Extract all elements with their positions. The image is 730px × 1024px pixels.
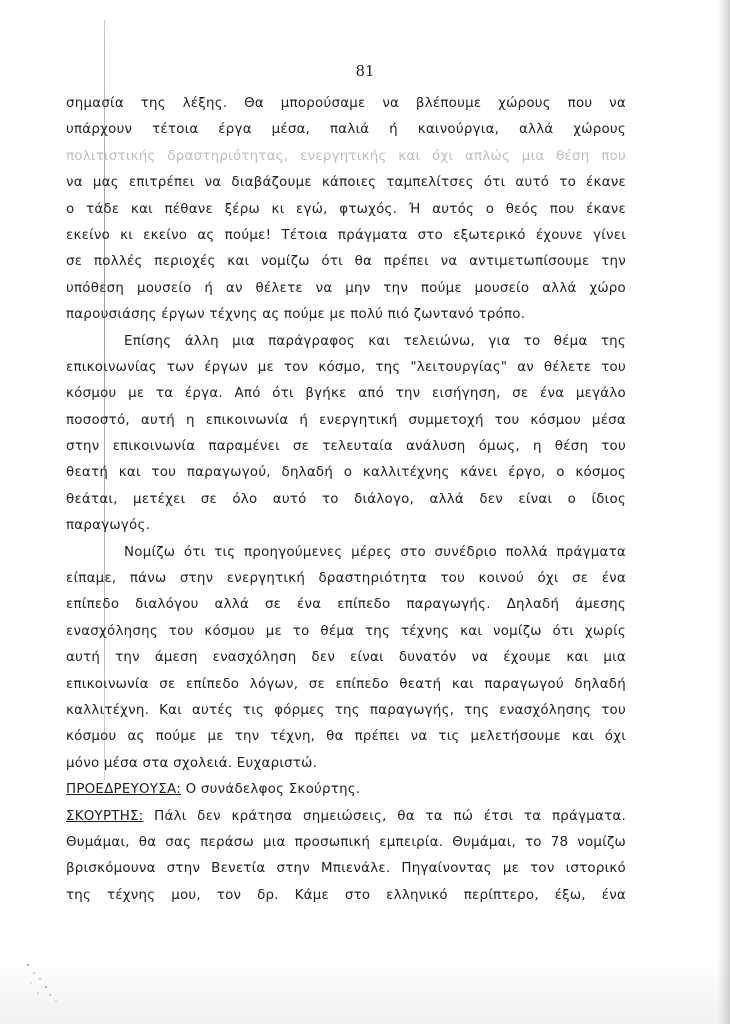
- paragraph-start: Επίσης άλλη μια παράγραφος και τελειώνω, για το θέμα της: [124, 333, 626, 349]
- text-line: σημασία της λέξης. Θα μπορούσαμε να βλέπουμε χώρους που να: [66, 96, 626, 111]
- text-line: να μας επιτρέπει να διαβάζουμε κάποιες ταμπελίτσες ότι αυτό το έκανε: [66, 175, 626, 191]
- text-line: ποσοστό, αυτή η επικοινωνία ή ενεργητική συμμετοχή του κόσμου μέσα: [66, 412, 626, 428]
- text-line: ενασχόλησης του κόσμου με το θέμα της τέχνης και νομίζω ότι χωρίς: [66, 623, 626, 639]
- text-line: καλλιτέχνη. Και αυτές τις φόρμες της παραγωγής, της ενασχόλησης του: [66, 702, 626, 718]
- text-line: παραγωγός.: [66, 518, 151, 534]
- text-line: θεάται, μετέχει σε όλο αυτό το διάλογο, αλλά δεν είναι ο ίδιος: [66, 491, 626, 507]
- text-line: Θυμάμαι, θα σας περάσω μια προσωπική εμπειρία. Θυμάμαι, το 78 νομίζω: [66, 834, 626, 850]
- text-line: κόσμου ας πούμε με την τέχνη, θα πρέπει να τις μελετήσουμε και όχι: [66, 729, 626, 745]
- text-line: στην επικοινωνία παραμένει σε τελευταία ανάλυση όμως, η θέση του: [66, 439, 626, 455]
- text-line: επικοινωνία σε επίπεδο λόγων, σε επίπεδο θεατή και παραγωγού δηλαδή: [66, 676, 626, 692]
- scan-bottom-shade: [0, 954, 730, 1024]
- text-line: εκείνο κι εκείνο ας πούμε! Τέτοια πράγματα στο εξωτερικό έχουνε γίνει: [66, 227, 626, 243]
- text-line: παρουσιάσης έργων τέχνης ας πούμε με πολύ πιό ζωντανό τρόπο.: [66, 307, 526, 323]
- document-body: [66, 91, 626, 909]
- text-line: ο τάδε και πέθανε ξέρω κι εγώ, φτωχός. Ή αυτός ο θεός που έκανε: [66, 201, 626, 217]
- text-line: επικοινωνίας των έργων με τον κόσμο, της "λειτουργίας" αν θέλετε του: [66, 359, 626, 375]
- skourtis-line: [66, 804, 626, 830]
- page-number: 81: [355, 62, 375, 80]
- scan-edge-shadow: [718, 0, 730, 1024]
- text-line: σε πολλές περιοχές και νομίζω ότι θα πρέπει να αντιμετωπίσουμε την: [66, 254, 626, 270]
- chair-line: [66, 777, 626, 803]
- text-line: μόνο μέσα στα σχολειά. Ευχαριστώ.: [66, 755, 318, 771]
- text-line: υπόθεση μουσείο ή αν θέλετε να μην την πούμε μουσείο αλλά χώρο: [66, 280, 626, 296]
- scan-specks: [20, 955, 80, 1005]
- speaker-text: Πάλι δεν κράτησα σημειώσεις, θα τα πώ έτσι τα πράγματα.: [143, 808, 626, 824]
- speaker-label: ΣΚΟΥΡΤΗΣ:: [66, 808, 144, 824]
- text-line: αυτή την άμεση ενασχόληση δεν είναι δυνατόν να έχουμε και μια: [66, 650, 626, 666]
- text-line: θεατή και του παραγωγού, δηλαδή ο καλλιτέχνης κάνει έργο, ο κόσμος: [66, 465, 626, 481]
- text-line: επίπεδο διαλόγου αλλά σε ένα επίπεδο παραγωγής. Δηλαδή άμεσης: [66, 597, 626, 613]
- speaker-label: ΠΡΟΕΔΡΕΥΟΥΣΑ:: [66, 782, 182, 798]
- text-line-faded: πολιτιστικής δραστηριότητας, ενεργητικής και όχι απλώς μια θέση που: [66, 148, 626, 164]
- paragraph-start: Νομίζω ότι τις προηγούμενες μέρες στο συνέδριο πολλά πράγματα: [124, 544, 626, 560]
- text-line: της τέχνης μου, τον δρ. Κάμε στο ελληνικό περίπτερο, έξω, ένα: [66, 887, 626, 903]
- speaker-text: Ο συνάδελφος Σκούρτης.: [181, 782, 361, 798]
- text-line: είπαμε, πάνω στην ενεργητική δραστηριότητα του κοινού όχι σε ένα: [66, 571, 626, 587]
- text-line: κόσμου με τα έργα. Από ότι βγήκε από την εισήγηση, σε ένα μεγάλο: [66, 386, 626, 402]
- text-line: βρισκόμουνα στην Βενετία στην Μπιενάλε. Πηγαίνοντας με τον ιστορικό: [66, 861, 626, 877]
- text-line: υπάρχουν τέτοια έργα μέσα, παλιά ή καινούργια, αλλά χώρους: [66, 122, 626, 138]
